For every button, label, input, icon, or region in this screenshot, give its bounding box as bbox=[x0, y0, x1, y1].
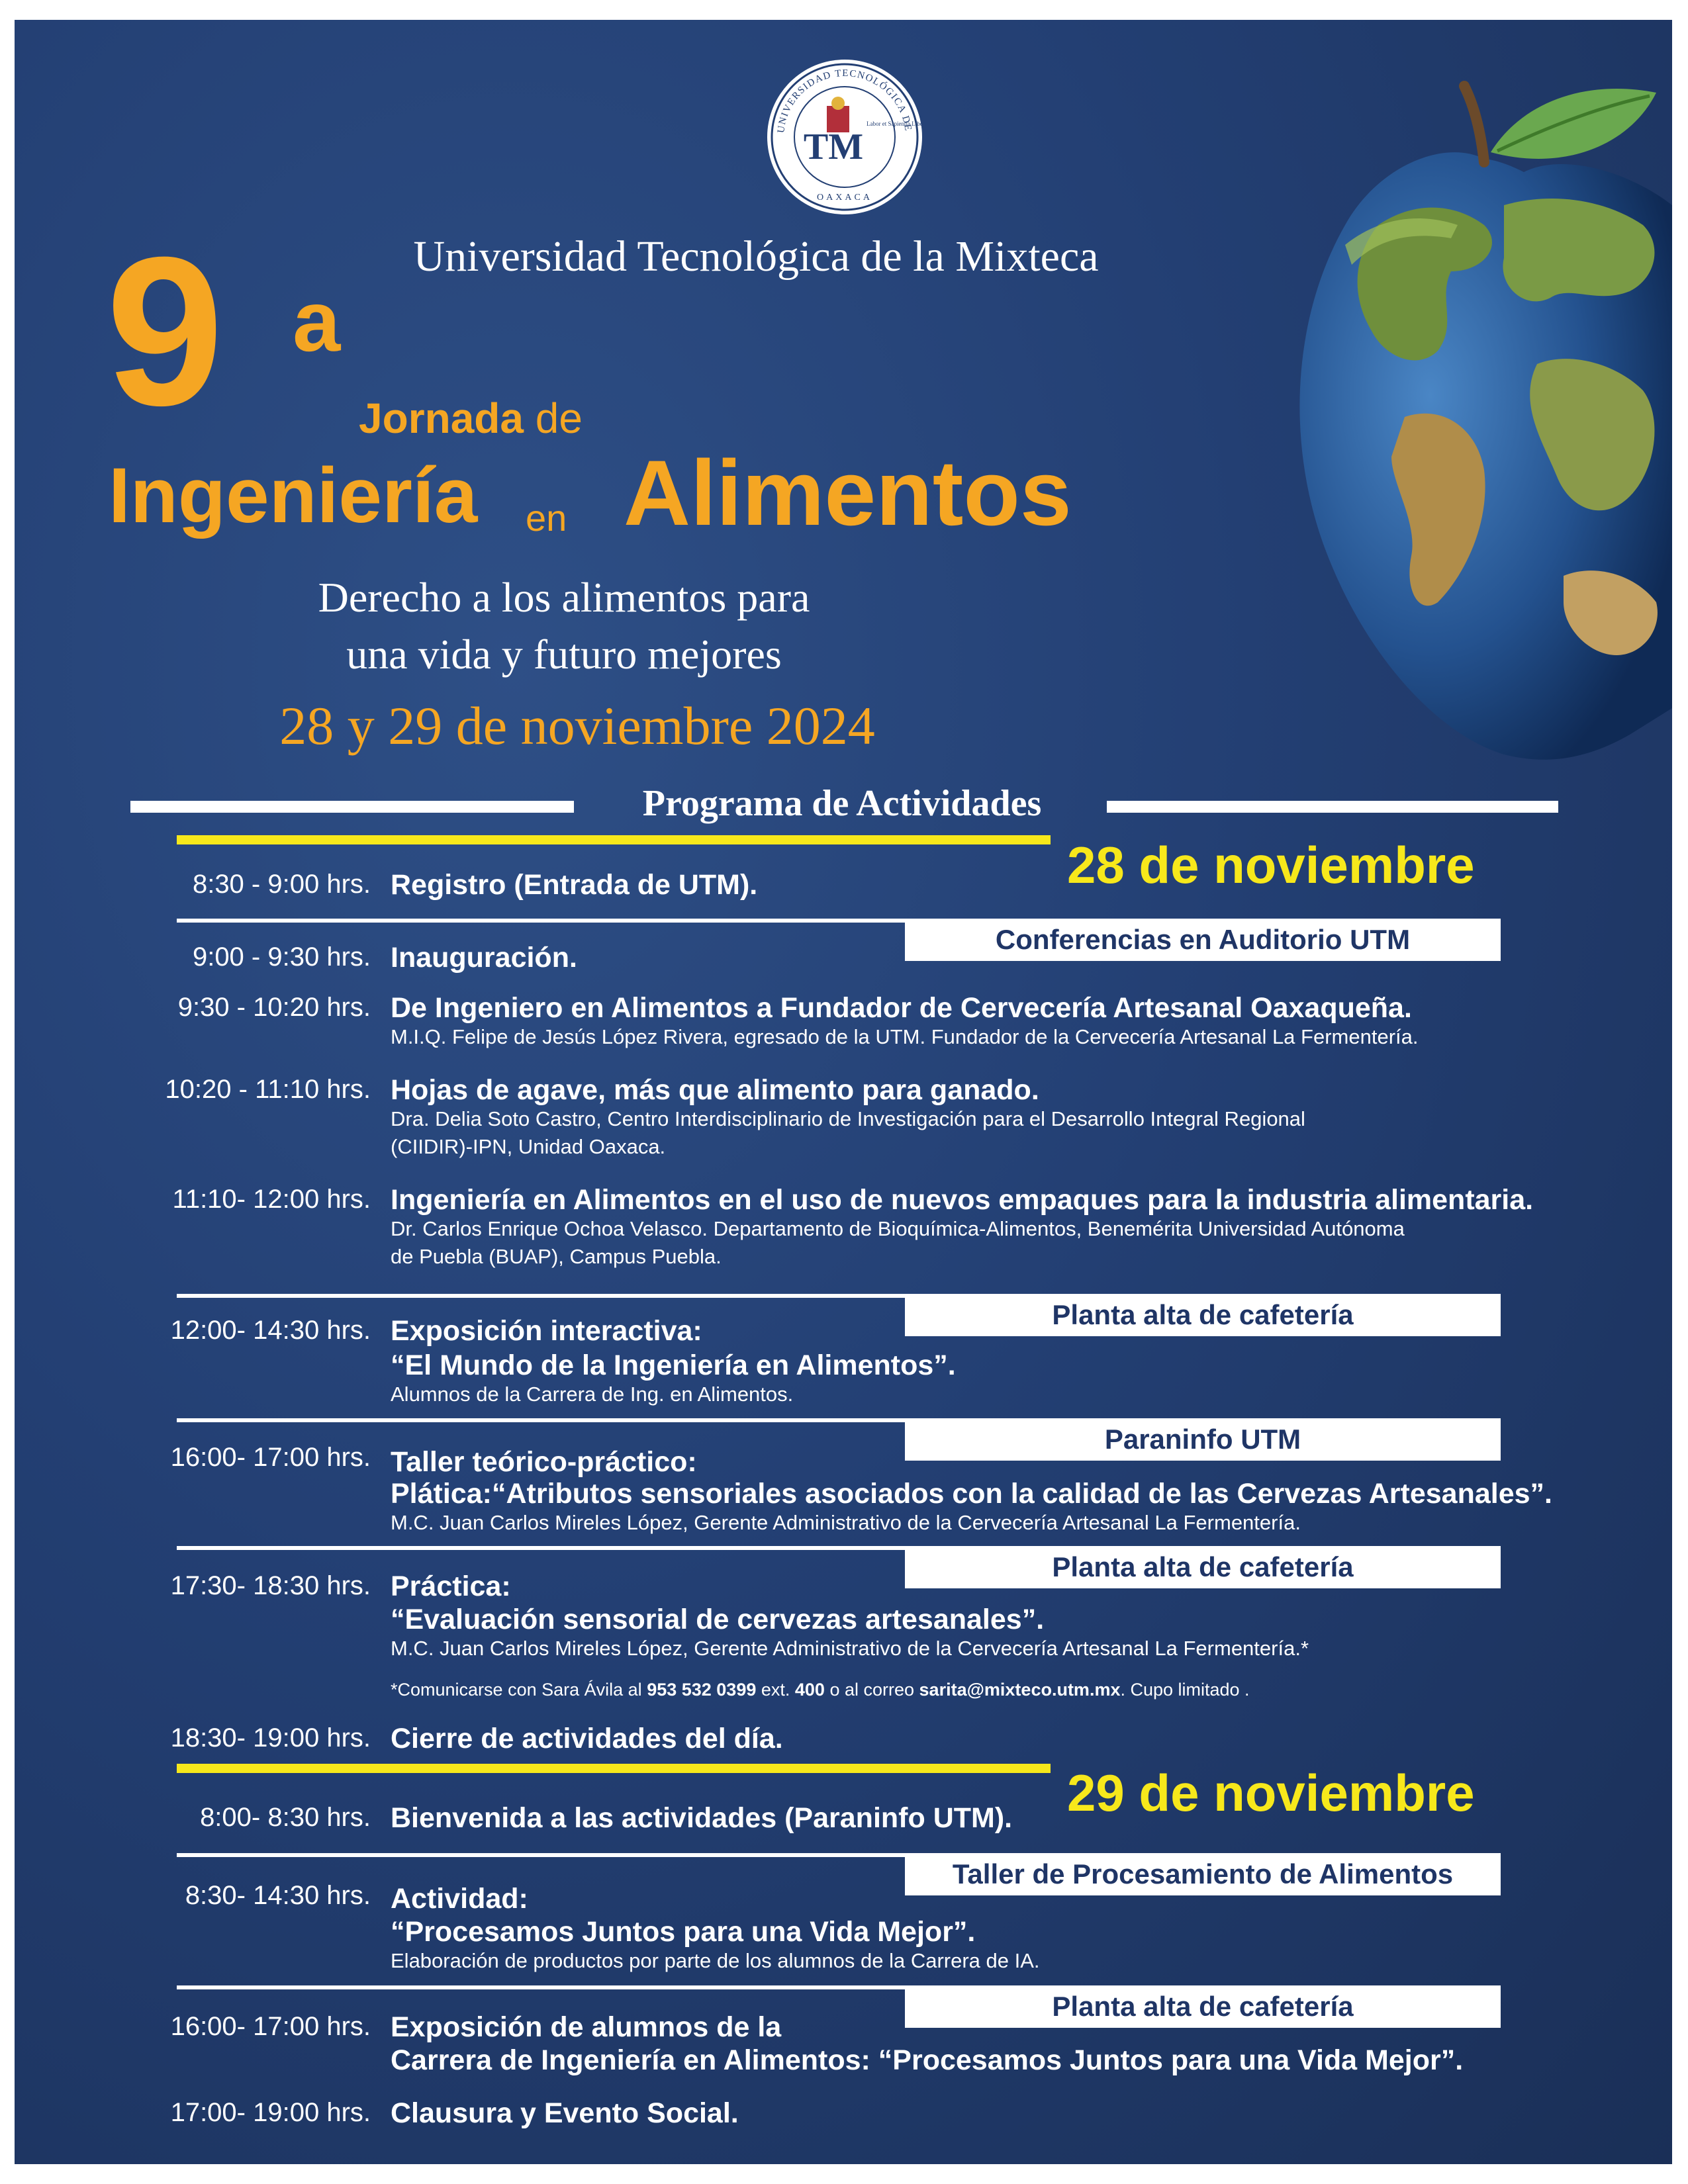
event-title-alimentos: Alimentos bbox=[624, 441, 1072, 545]
activity-title: Exposición de alumnos de la bbox=[391, 2011, 782, 2043]
event-slogan bbox=[213, 569, 915, 683]
activity-subtitle: “El Mundo de la Ingeniería en Alimentos”. bbox=[391, 1349, 956, 1381]
time-slot: 10:20 - 11:10 hrs. bbox=[165, 1075, 371, 1104]
contact-phone: 953 532 0399 bbox=[647, 1680, 757, 1700]
time-slot: 8:00- 8:30 hrs. bbox=[200, 1803, 371, 1832]
activity-speaker: (CIIDIR)-IPN, Unidad Oaxaca. bbox=[391, 1135, 666, 1158]
activity-title: Registro (Entrada de UTM). bbox=[391, 869, 758, 901]
seal-monogram: TM bbox=[803, 126, 864, 167]
note-text: o al correo bbox=[824, 1680, 919, 1700]
slogan-line-1: Derecho a los alimentos para bbox=[318, 574, 810, 621]
slogan-line-2: una vida y futuro mejores bbox=[346, 631, 782, 678]
activity-subtitle: Plática:“Atributos sensoriales asociados con la calidad de las Cervezas Artesanales”. bbox=[391, 1478, 1552, 1510]
seal-ring-text: UNIVERSIDAD TECNOLÓGICA DE bbox=[776, 68, 914, 134]
activity-speaker: Alumnos de la Carrera de Ing. en Alimentos. bbox=[391, 1383, 794, 1406]
divider-right bbox=[1107, 801, 1558, 813]
note-text: . Cupo limitado . bbox=[1120, 1680, 1250, 1700]
de-word: de bbox=[535, 394, 583, 442]
contact-email[interactable]: sarita@mixteco.utm.mx bbox=[919, 1680, 1121, 1700]
activity-title: Exposición interactiva: bbox=[391, 1315, 702, 1347]
activity-speaker: M.C. Juan Carlos Mireles López, Gerente Administrativo de la Cervecería Artesanal La Fermentería. bbox=[391, 1511, 1301, 1534]
activity-title: Hojas de agave, más que alimento para ganado. bbox=[391, 1074, 1039, 1106]
day1-yellow-bar bbox=[177, 835, 1051, 844]
time-slot: 11:10- 12:00 hrs. bbox=[172, 1185, 371, 1214]
venue-label: Paraninfo UTM bbox=[905, 1418, 1501, 1461]
contact-extension: 400 bbox=[794, 1680, 825, 1700]
jornada-word: Jornada bbox=[359, 394, 524, 442]
activity-subtitle: Carrera de Ingeniería en Alimentos: “Procesamos Juntos para una Vida Mejor”. bbox=[391, 2044, 1464, 2076]
time-slot: 8:30 - 9:00 hrs. bbox=[192, 870, 371, 899]
activity-speaker: de Puebla (BUAP), Campus Puebla. bbox=[391, 1245, 722, 1268]
time-slot: 16:00- 17:00 hrs. bbox=[170, 1443, 371, 1472]
time-slot: 16:00- 17:00 hrs. bbox=[170, 2012, 371, 2041]
activity-title: Cierre de actividades del día. bbox=[391, 1723, 783, 1754]
activity-speaker: Dra. Delia Soto Castro, Centro Interdisciplinario de Investigación para el Desarrollo Integral Regional bbox=[391, 1107, 1305, 1130]
time-slot: 9:30 - 10:20 hrs. bbox=[177, 993, 371, 1022]
activity-speaker: Dr. Carlos Enrique Ochoa Velasco. Departamento de Bioquímica-Alimentos, Benemérita Universidad Autónoma bbox=[391, 1217, 1405, 1240]
activity-description: Elaboración de productos por parte de los alumnos de la Carrera de IA. bbox=[391, 1949, 1040, 1972]
registration-note bbox=[391, 1680, 1250, 1700]
activity-subtitle: “Evaluación sensorial de cervezas artesanales”. bbox=[391, 1604, 1045, 1635]
activity-subtitle: “Procesamos Juntos para una Vida Mejor”. bbox=[391, 1916, 976, 1948]
activity-title: Inauguración. bbox=[391, 942, 577, 974]
divider-left bbox=[130, 801, 574, 813]
time-slot: 18:30- 19:00 hrs. bbox=[170, 1723, 371, 1752]
edition-suffix: a bbox=[293, 273, 341, 369]
note-text: *Comunicarse con Sara Ávila al bbox=[391, 1680, 647, 1700]
note-text: ext. bbox=[756, 1680, 795, 1700]
day1-heading: 28 de noviembre bbox=[1067, 836, 1475, 894]
program-heading: Programa de Actividades bbox=[642, 783, 1042, 824]
activity-title: De Ingeniero en Alimentos a Fundador de Cervecería Artesanal Oaxaqueña. bbox=[391, 992, 1412, 1024]
time-slot: 17:30- 18:30 hrs. bbox=[170, 1571, 371, 1600]
event-title-ingenieria: Ingeniería bbox=[109, 452, 478, 539]
venue-label: Taller de Procesamiento de Alimentos bbox=[905, 1853, 1501, 1895]
time-slot: 8:30- 14:30 hrs. bbox=[185, 1881, 371, 1910]
seal-bottom-text: OAXACA bbox=[817, 193, 872, 203]
venue-label: Conferencias en Auditorio UTM bbox=[905, 919, 1501, 961]
time-slot: 12:00- 14:30 hrs. bbox=[170, 1316, 371, 1345]
time-slot: 17:00- 19:00 hrs. bbox=[170, 2098, 371, 2127]
university-name: Universidad Tecnológica de la Mixteca bbox=[413, 232, 1099, 281]
poster bbox=[15, 20, 1672, 2164]
day2-heading: 29 de noviembre bbox=[1067, 1764, 1475, 1822]
event-title-en: en bbox=[526, 497, 567, 539]
venue-label: Planta alta de cafetería bbox=[905, 1985, 1501, 2028]
university-seal-logo bbox=[767, 60, 922, 214]
activity-title: Bienvenida a las actividades (Paraninfo UTM). bbox=[391, 1802, 1013, 1834]
activity-title: Actividad: bbox=[391, 1883, 528, 1915]
activity-title: Clausura y Evento Social. bbox=[391, 2097, 739, 2129]
seal-motto: Labor et Sapientia Libe bbox=[867, 120, 922, 127]
edition-number: 9 bbox=[106, 212, 224, 449]
event-dates: 28 y 29 de noviembre 2024 bbox=[279, 696, 875, 756]
venue-label: Planta alta de cafetería bbox=[905, 1294, 1501, 1336]
activity-title: Práctica: bbox=[391, 1570, 511, 1602]
venue-label: Planta alta de cafetería bbox=[905, 1546, 1501, 1588]
activity-speaker: M.I.Q. Felipe de Jesús López Rivera, egresado de la UTM. Fundador de la Cervecería Artesanal La Fermentería. bbox=[391, 1025, 1419, 1048]
day2-yellow-bar bbox=[177, 1764, 1051, 1773]
event-title-jornada bbox=[359, 394, 583, 442]
activity-title: Taller teórico-práctico: bbox=[391, 1446, 697, 1478]
time-slot: 9:00 - 9:30 hrs. bbox=[192, 942, 371, 972]
apple-globe-illustration bbox=[1286, 73, 1672, 814]
activity-title: Ingeniería en Alimentos en el uso de nuevos empaques para la industria alimentaria. bbox=[391, 1184, 1534, 1216]
activity-speaker: M.C. Juan Carlos Mireles López, Gerente Administrativo de la Cervecería Artesanal La Fermentería.* bbox=[391, 1637, 1309, 1660]
